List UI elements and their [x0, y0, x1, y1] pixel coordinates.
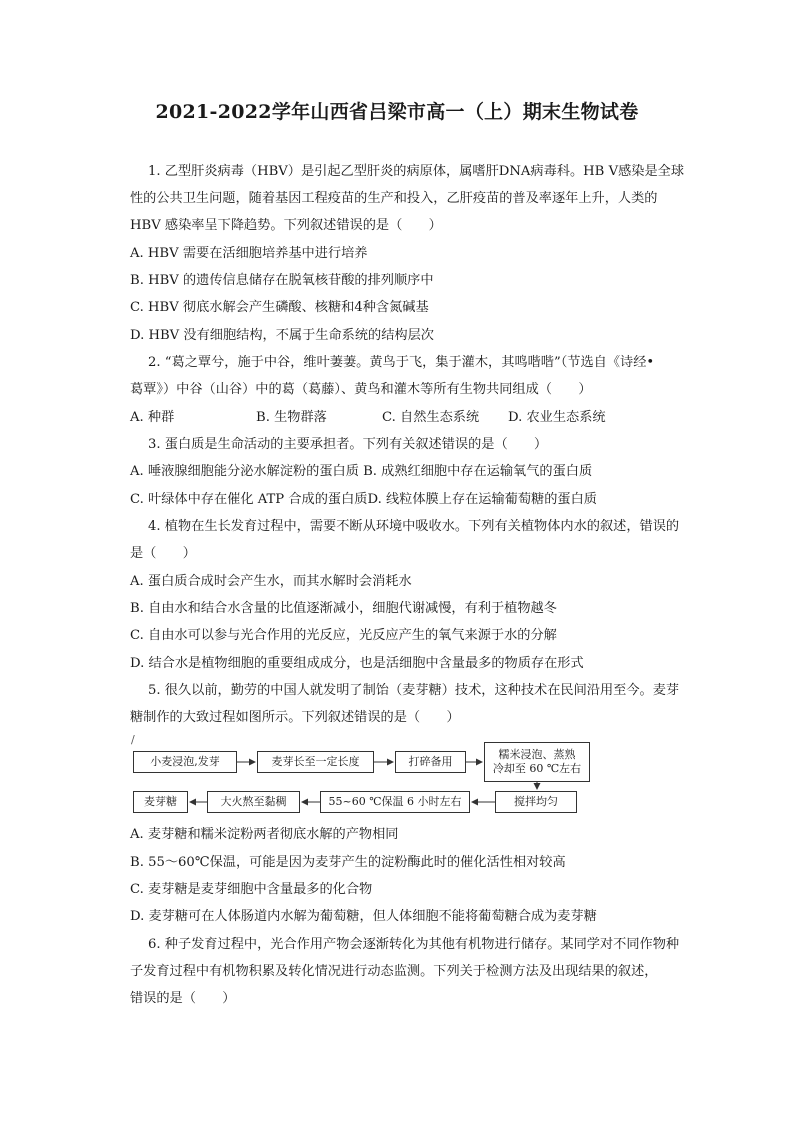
option-c: C. 麦芽糖是麦芽细胞中含量最多的化合物: [130, 882, 373, 897]
question-stem-line: 错误的是（ ）: [130, 991, 236, 1006]
flow-step-malt-sugar: 麦芽糖: [133, 791, 188, 813]
option-c-d: C. 叶绿体中存在催化 ATP 合成的蛋白质D. 线粒体膜上存在运输葡萄糖的蛋白质: [130, 492, 597, 507]
question-stem-line: 4. 植物在生长发育过程中，需要不断从环境中吸收水。下列有关植物体内水的叙述，错误的: [148, 519, 680, 534]
option-a: A. 种群: [130, 410, 175, 425]
flow-step-stir: 搅拌均匀: [495, 791, 577, 813]
question-stem-line: HBV 感染率呈下降趋势。下列叙述错误的是（ ）: [130, 218, 442, 233]
question-stem-line: 子发育过程中有机物积累及转化情况进行动态监测。下列关于检测方法及出现结果的叙述，: [130, 964, 658, 979]
option-b: B. HBV 的遗传信息储存在脱氧核苷酸的排列顺序中: [130, 273, 434, 288]
question-stem-line: 2. “葛之覃兮，施于中谷，维叶萋萋。黄鸟于飞，集于灌木，其鸣喈喈”（节选自《诗经•: [148, 355, 655, 370]
question-stem-line: 糖制作的大致过程如图所示。下列叙述错误的是（ ）: [130, 710, 460, 725]
option-c: C. HBV 彻底水解会产生磷酸、核糖和4种含氮碱基: [130, 300, 429, 315]
flow-step-rice-line1: 糯米浸泡、蒸熟: [498, 748, 576, 761]
option-b: B. 生物群落: [256, 410, 327, 425]
option-c: C. 自然生态系统: [382, 410, 480, 425]
flow-step-crush: 打碎备用: [395, 751, 466, 773]
question-stem-line: 1. 乙型肝炎病毒（HBV）是引起乙型肝炎的病原体，属嗜肝DNA病毒科。HB V感染是全球: [148, 164, 685, 179]
option-a: A. 麦芽糖和糯米淀粉两者彻底水解的产物相同: [130, 827, 399, 842]
question-stem-line: 6. 种子发育过程中，光合作用产物会逐渐转化为其他有机物进行储存。某同学对不同作物种: [148, 937, 680, 952]
flow-step-boil: 大火熬至黏稠: [207, 791, 300, 813]
question-stem-line: 性的公共卫生问题，随着基因工程疫苗的生产和投入，乙肝疫苗的普及率逐年上升，人类的: [130, 191, 658, 206]
option-d: D. 麦芽糖可在人体肠道内水解为葡萄糖，但人体细胞不能将葡萄糖合成为麦芽糖: [130, 909, 597, 924]
flow-step-soak-germinate: 小麦浸泡,发芽: [133, 751, 237, 773]
option-a-b: A. 唾液腺细胞能分泌水解淀粉的蛋白质 B. 成熟红细胞中存在运输氧气的蛋白质: [130, 464, 593, 479]
option-b: B. 自由水和结合水含量的比值逐渐减小，细胞代谢减慢，有利于植物越冬: [130, 601, 557, 616]
scan-mark: /: [131, 733, 135, 746]
flow-step-incubate: 55~60 ℃保温 6 小时左右: [320, 791, 470, 813]
flow-step-rice-line2: 冷却至 60 ℃左右: [492, 762, 582, 775]
option-d: D. HBV 没有细胞结构，不属于生命系统的结构层次: [130, 328, 434, 343]
question-stem-line: 3. 蛋白质是生命活动的主要承担者。下列有关叙述错误的是（ ）: [148, 437, 548, 452]
option-d: D. 农业生态系统: [508, 410, 606, 425]
option-d: D. 结合水是植物细胞的重要组成成分，也是活细胞中含量最多的物质存在形式: [130, 656, 584, 671]
option-a: A. 蛋白质合成时会产生水，而其水解时会消耗水: [130, 574, 412, 589]
flow-step-malt-grow: 麦芽长至一定长度: [257, 751, 374, 773]
question-stem-line: 葛覃》）中谷（山谷）中的葛（葛藤）、黄鸟和灌木等所有生物共同组成（ ）: [130, 382, 592, 397]
exam-title: 2021-2022学年山西省吕梁市高一（上）期末生物试卷: [155, 101, 639, 123]
option-b: B. 55～60℃保温，可能是因为麦芽产生的淀粉酶此时的催化活性相对较高: [130, 855, 566, 870]
option-a: A. HBV 需要在活细胞培养基中进行培养: [130, 246, 368, 261]
question-stem-line: 5. 很久以前，勤劳的中国人就发明了制饴（麦芽糖）技术，这种技术在民间沿用至今。麦芽: [148, 683, 680, 698]
question-stem-line: 是（ ）: [130, 546, 196, 561]
option-c: C. 自由水可以参与光合作用的光反应，光反应产生的氧气来源于水的分解: [130, 628, 557, 643]
